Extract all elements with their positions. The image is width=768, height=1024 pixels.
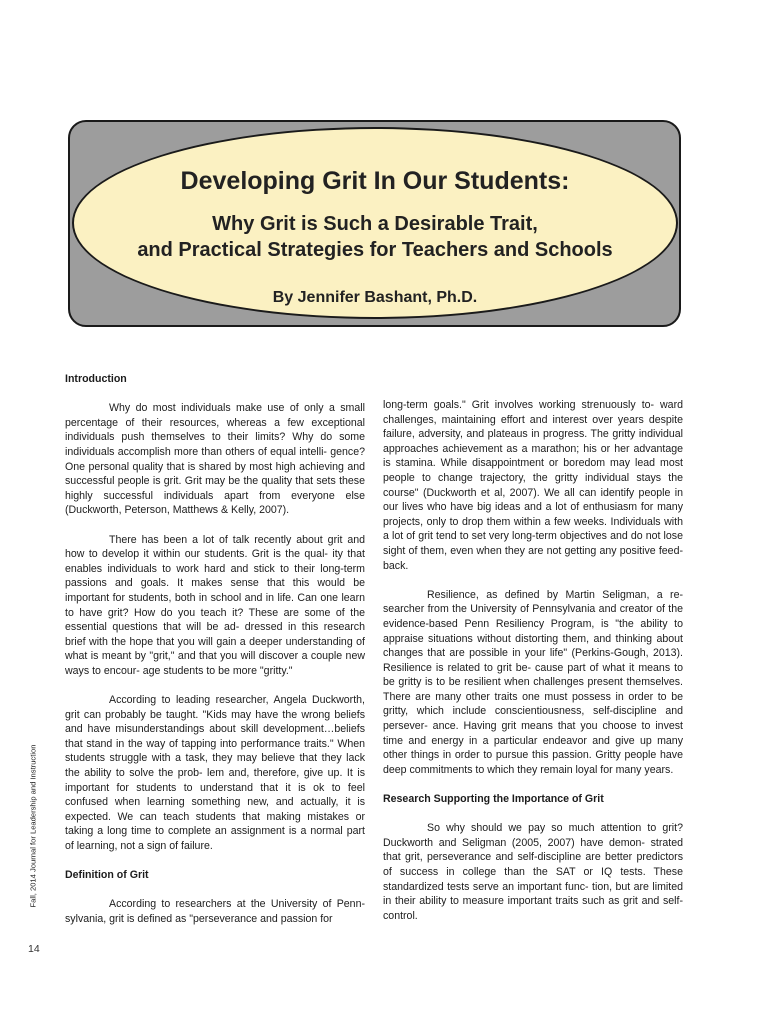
- page-number: 14: [28, 943, 40, 955]
- paragraph-research: So why should we pay so much attention to grit? Duckworth and Seligman (2005, 2007) have demon- strated that grit, perseverance and self-discipline are better predictors of success in college than the SAT or IQ tests. These standardized tests serve an important func- tion, but are limited in their ability to measure important traits such as grit and self-control.: [383, 822, 683, 922]
- right-column: [383, 398, 683, 938]
- subtitle-line-1: Why Grit is Such a Desirable Trait,: [212, 213, 538, 235]
- left-column: [65, 372, 365, 941]
- article-subtitle: [74, 211, 676, 263]
- title-oval: [72, 127, 678, 319]
- subtitle-line-2: and Practical Strategies for Teachers and Schools: [137, 239, 613, 261]
- paragraph-intro-1: Why do most individuals make use of only a small percentage of their resources, whereas a few exceptional individuals push themselves to their limits? Why do some individuals accomplish more than others of equal intelli- gence? One personal quality that is shared by most high achieving and successful people is grit. Grit may be the quality that sets these highly successful individuals apart from everyone else (Duckworth, Peterson, Matthews & Kelly, 2007).: [65, 402, 365, 517]
- heading-introduction: Introduction: [65, 373, 127, 385]
- journal-sidebar-text: Fall, 2014 Journal for Leadership and Instruction: [28, 744, 38, 908]
- heading-research: Research Supporting the Importance of Grit: [383, 793, 604, 806]
- journal-sidebar: [25, 720, 41, 932]
- title-banner: [68, 120, 681, 327]
- heading-definition: Definition of Grit: [65, 869, 149, 882]
- paragraph-definition-2: long-term goals." Grit involves working strenuously to- ward challenges, maintaining effort and interest over years despite failure, adversity, and plateaus in progress. The gritty individual approaches achievement as a marathon; his or her advantage is stamina. While disappointment or boredom may lead most people to change trajectory, the gritty individual stays the course" (Duckworth et al, 2007). We all can identify people in our lives who have big ideas and a lot of enthusiasm for many projects, only to drop them within a few weeks. Individuals with a lot of grit tend to set very long-term objectives and do not lose sight of them, even when they are not getting any positive feed- back.: [383, 399, 683, 572]
- author-byline: By Jennifer Bashant, Ph.D.: [272, 289, 478, 306]
- paragraph-resilience: Resilience, as defined by Martin Seligman, a re- searcher from the University of Pennsylvania and creator of the evidence-based Penn Resiliency Program, is "the ability to appraise situations without distorting them, and thinking about changes that are possible in your life" (Perkins-Gough, 2013). Resilience is related to grit be- cause part of what it means to be gritty is to be resilient when challenges present themselves. There are many other traits one must possess in order to be gritty, which include conscientiousness, self-discipline and persever- ance. Having grit means that you choose to invest time and energy in a particular endeavor and give up many other things in order to pursue this passion. Gritty people have deep commitments to which they remain loyal for many years.: [383, 588, 683, 776]
- paragraph-definition-1: According to researchers at the University of Penn- sylvania, grit is defined as "perseverance and passion for: [65, 898, 365, 925]
- article-title: Developing Grit In Our Students:: [180, 167, 570, 195]
- paragraph-intro-2: There has been a lot of talk recently about grit and how to develop it within our students. Grit is the qual- ity that enables individuals to work hard and stick to their long-term passions and goals. It makes sense that this would be important for students, both in school and in life. Can one learn to have grit? How do you teach it? These are some of the essential questions that will be ad- dressed in this research brief with the hope that you will gain a deeper understanding of what is meant by "grit," and that you will discover a couple new ways to encour- age students to be more "gritty.": [65, 533, 365, 677]
- paragraph-intro-3: According to leading researcher, Angela Duckworth, grit can probably be taught. "Kids may have the wrong beliefs and have misunderstandings about skill development…beliefs that stand in the way of tapping into performance traits." When students struggle with a task, they may believe that they lack the ability to solve the prob- lem and, therefore, give up. It is important for students to understand that it is ok to feel confused when learning something new, and actually, it is expected. We can teach students that making mistakes or taking a long time to complete an assignment is a normal part of learning, not a sign of failure.: [65, 694, 365, 852]
